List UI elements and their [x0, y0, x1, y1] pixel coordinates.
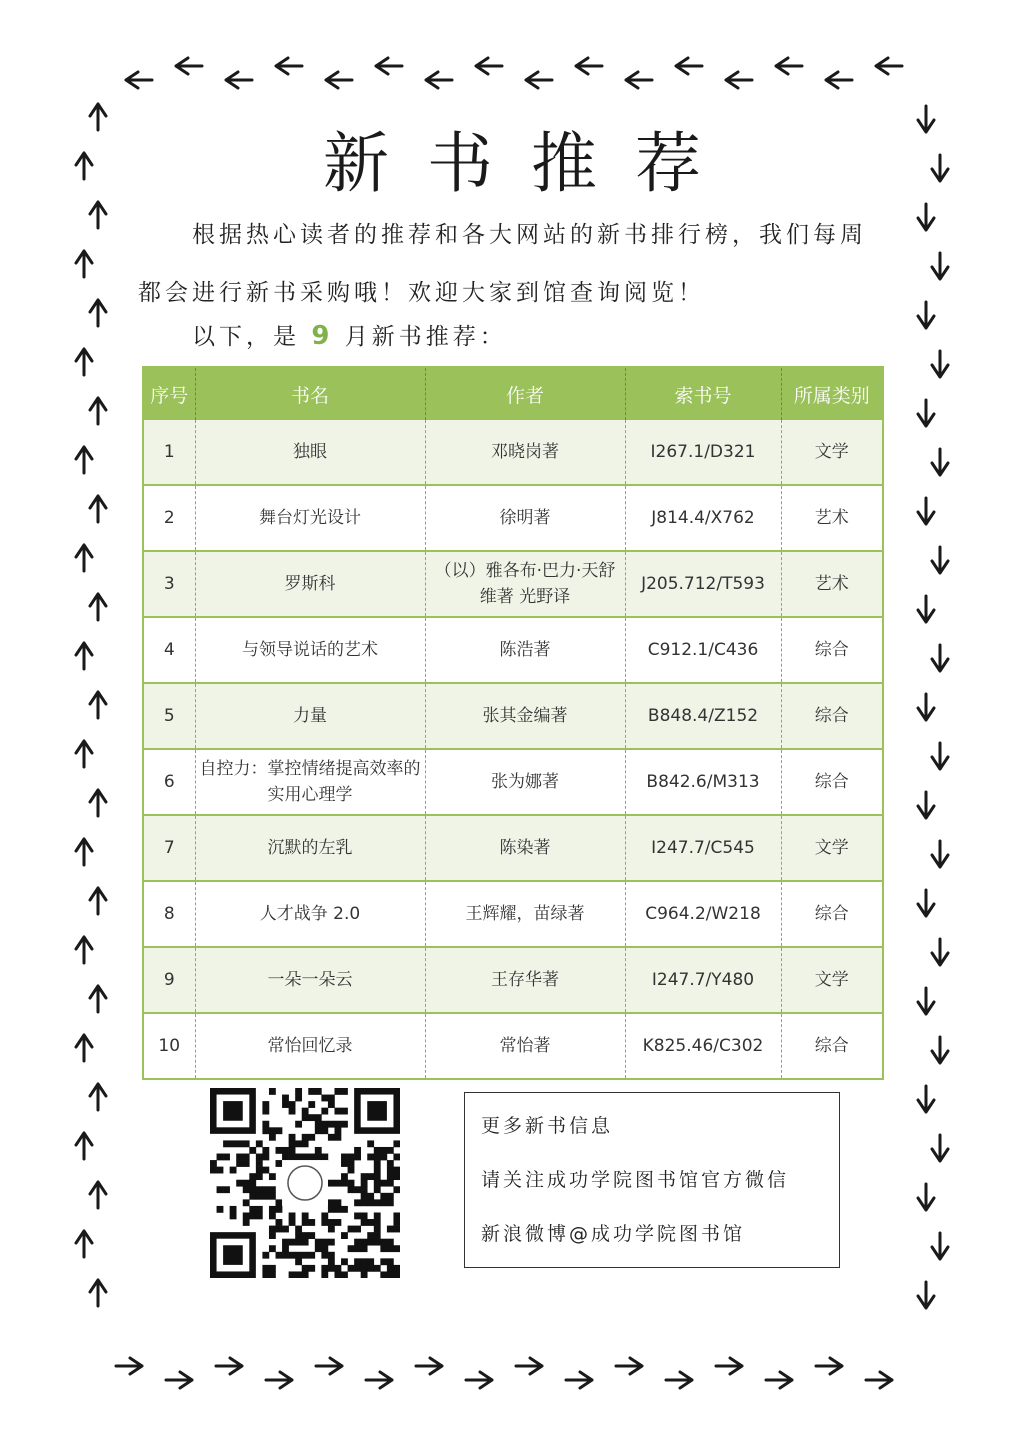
qr-code-icon: [210, 1088, 400, 1278]
bird-footprint-icon: [826, 72, 852, 88]
bird-footprint-icon: [90, 202, 106, 228]
cell-category: 文学: [781, 815, 883, 881]
table-row: [143, 617, 883, 683]
bird-footprint-icon: [918, 890, 934, 916]
bird-footprint-icon: [918, 792, 934, 818]
bird-footprint-icon: [918, 1184, 934, 1210]
cell-call-number: B842.6/M313: [625, 749, 781, 815]
subtitle-prefix: 以下，是: [192, 324, 300, 350]
intro-line-1: 根据热心读者的推荐和各大网站的新书排行榜，我们每周: [192, 222, 867, 248]
bird-footprint-icon: [90, 790, 106, 816]
bird-footprint-icon: [90, 888, 106, 914]
bird-footprint-icon: [90, 594, 106, 620]
bird-footprint-icon: [932, 449, 948, 475]
cell-category: 综合: [781, 617, 883, 683]
subtitle-month: 9: [311, 321, 334, 351]
bird-footprint-icon: [90, 1084, 106, 1110]
cell-call-number: I247.7/Y480: [625, 947, 781, 1013]
table-row: [143, 947, 883, 1013]
bird-footprint-icon: [126, 72, 152, 88]
cell-category: 艺术: [781, 551, 883, 617]
info-box: [464, 1092, 840, 1268]
cell-author: 张为娜著: [425, 749, 625, 815]
bird-footprint-icon: [76, 839, 92, 865]
cell-call-number: J814.4/X762: [625, 485, 781, 551]
bird-footprint-icon: [616, 1358, 642, 1374]
bird-footprint-icon: [816, 1358, 842, 1374]
bird-footprint-icon: [226, 72, 252, 88]
bird-footprint-icon: [918, 596, 934, 622]
bird-footprint-icon: [90, 986, 106, 1012]
cell-title: 独眼: [195, 420, 425, 485]
bird-footprint-icon: [526, 72, 552, 88]
bird-footprint-icon: [76, 741, 92, 767]
bird-footprint-icon: [216, 1358, 242, 1374]
cell-category: 文学: [781, 947, 883, 1013]
cell-title: 常怡回忆录: [195, 1013, 425, 1079]
cell-call-number: C964.2/W218: [625, 881, 781, 947]
cell-call-number: K825.46/C302: [625, 1013, 781, 1079]
bird-footprint-icon: [276, 58, 302, 74]
cell-index: 7: [143, 815, 195, 881]
bird-footprint-icon: [932, 1135, 948, 1161]
info-line-1: 更多新书信息: [481, 1115, 614, 1137]
bird-footprint-icon: [90, 1280, 106, 1306]
subtitle: [192, 318, 507, 351]
bird-footprint-icon: [90, 300, 106, 326]
bird-footprint-icon: [918, 988, 934, 1014]
cell-author: 张其金编著: [425, 683, 625, 749]
intro-paragraph: [138, 206, 898, 322]
cell-index: 2: [143, 485, 195, 551]
bird-footprint-icon: [466, 1372, 492, 1388]
bird-footprint-icon: [918, 694, 934, 720]
cell-author: 邓晓岗著: [425, 420, 625, 485]
bird-footprint-icon: [90, 398, 106, 424]
bird-footprint-icon: [76, 349, 92, 375]
cell-call-number: B848.4/Z152: [625, 683, 781, 749]
bird-footprint-icon: [166, 1372, 192, 1388]
cell-index: 1: [143, 420, 195, 485]
table-header-row: [143, 367, 883, 420]
bird-footprint-icon: [626, 72, 652, 88]
bird-footprint-icon: [918, 498, 934, 524]
bird-footprint-icon: [918, 204, 934, 230]
cell-index: 6: [143, 749, 195, 815]
bird-footprint-icon: [666, 1372, 692, 1388]
header-author: 作者: [425, 367, 625, 420]
info-line-3: 新浪微博@成功学院图书馆: [481, 1223, 746, 1245]
bird-footprint-icon: [932, 547, 948, 573]
cell-category: 文学: [781, 420, 883, 485]
bird-footprint-icon: [76, 251, 92, 277]
cell-title: 人才战争 2.0: [195, 881, 425, 947]
bird-footprint-icon: [516, 1358, 542, 1374]
cell-author: 陈染著: [425, 815, 625, 881]
cell-category: 综合: [781, 683, 883, 749]
table-row: [143, 683, 883, 749]
cell-index: 3: [143, 551, 195, 617]
cell-category: 综合: [781, 749, 883, 815]
bird-footprint-icon: [376, 58, 402, 74]
cell-author: 王存华著: [425, 947, 625, 1013]
header-call-number: 索书号: [625, 367, 781, 420]
table-row: [143, 1013, 883, 1079]
bird-footprint-icon: [676, 58, 702, 74]
cell-title: 沉默的左乳: [195, 815, 425, 881]
bird-footprint-icon: [918, 400, 934, 426]
cell-title: 一朵一朵云: [195, 947, 425, 1013]
bird-footprint-icon: [116, 1358, 142, 1374]
bird-footprint-icon: [932, 253, 948, 279]
bird-footprint-icon: [176, 58, 202, 74]
bird-footprint-icon: [326, 72, 352, 88]
bird-footprint-icon: [566, 1372, 592, 1388]
bird-footprint-icon: [90, 496, 106, 522]
cell-index: 10: [143, 1013, 195, 1079]
bird-footprint-icon: [932, 939, 948, 965]
page-title: 新书推荐: [323, 125, 739, 202]
table-row: [143, 420, 883, 485]
table-row: [143, 881, 883, 947]
cell-index: 9: [143, 947, 195, 1013]
cell-author: （以）雅各布·巴力·天舒维著 光野译: [425, 551, 625, 617]
cell-category: 艺术: [781, 485, 883, 551]
bird-footprint-icon: [416, 1358, 442, 1374]
bird-footprint-icon: [918, 1282, 934, 1308]
cell-category: 综合: [781, 881, 883, 947]
bird-footprint-icon: [726, 72, 752, 88]
cell-title: 自控力：掌控情绪提高效率的实用心理学: [195, 749, 425, 815]
subtitle-suffix: 月新书推荐：: [344, 324, 507, 350]
intro-line-2: 都会进行新书采购哦！欢迎大家到馆查询阅览！: [138, 280, 705, 306]
bird-footprint-icon: [76, 643, 92, 669]
cell-title: 力量: [195, 683, 425, 749]
cell-author: 常怡著: [425, 1013, 625, 1079]
bird-footprint-icon: [266, 1372, 292, 1388]
bird-footprint-icon: [76, 1231, 92, 1257]
bird-footprint-icon: [90, 692, 106, 718]
bird-footprint-icon: [932, 351, 948, 377]
cell-category: 综合: [781, 1013, 883, 1079]
bird-footprint-icon: [932, 743, 948, 769]
bird-footprint-icon: [316, 1358, 342, 1374]
info-line-2: 请关注成功学院图书馆官方微信: [481, 1169, 790, 1191]
bird-footprint-icon: [76, 545, 92, 571]
bird-footprint-icon: [776, 58, 802, 74]
bird-footprint-icon: [932, 1233, 948, 1259]
cell-index: 5: [143, 683, 195, 749]
cell-author: 陈浩著: [425, 617, 625, 683]
header-title: 书名: [195, 367, 425, 420]
cell-title: 舞台灯光设计: [195, 485, 425, 551]
cell-title: 罗斯科: [195, 551, 425, 617]
cell-index: 4: [143, 617, 195, 683]
cell-title: 与领导说话的艺术: [195, 617, 425, 683]
cell-author: 徐明著: [425, 485, 625, 551]
bird-footprint-icon: [932, 1037, 948, 1063]
table-row: [143, 551, 883, 617]
cell-call-number: I267.1/D321: [625, 420, 781, 485]
bird-footprint-icon: [476, 58, 502, 74]
cell-call-number: C912.1/C436: [625, 617, 781, 683]
cell-call-number: J205.712/T593: [625, 551, 781, 617]
bird-footprint-icon: [918, 302, 934, 328]
header-index: 序号: [143, 367, 195, 420]
bird-footprint-icon: [766, 1372, 792, 1388]
bird-footprint-icon: [76, 937, 92, 963]
table-row: [143, 485, 883, 551]
bird-footprint-icon: [918, 1086, 934, 1112]
bird-footprint-icon: [932, 645, 948, 671]
bird-footprint-icon: [932, 841, 948, 867]
table-row: [143, 815, 883, 881]
cell-author: 王辉耀，苗绿著: [425, 881, 625, 947]
bird-footprint-icon: [576, 58, 602, 74]
bird-footprint-icon: [716, 1358, 742, 1374]
cell-call-number: I247.7/C545: [625, 815, 781, 881]
header-category: 所属类别: [781, 367, 883, 420]
bird-footprint-icon: [76, 447, 92, 473]
bird-footprint-icon: [76, 1133, 92, 1159]
cell-index: 8: [143, 881, 195, 947]
table-row: [143, 749, 883, 815]
bird-footprint-icon: [366, 1372, 392, 1388]
bird-footprint-icon: [426, 72, 452, 88]
bird-footprint-icon: [866, 1372, 892, 1388]
book-table: [142, 366, 884, 1080]
bird-footprint-icon: [876, 58, 902, 74]
bird-footprint-icon: [90, 1182, 106, 1208]
bird-footprint-icon: [76, 1035, 92, 1061]
